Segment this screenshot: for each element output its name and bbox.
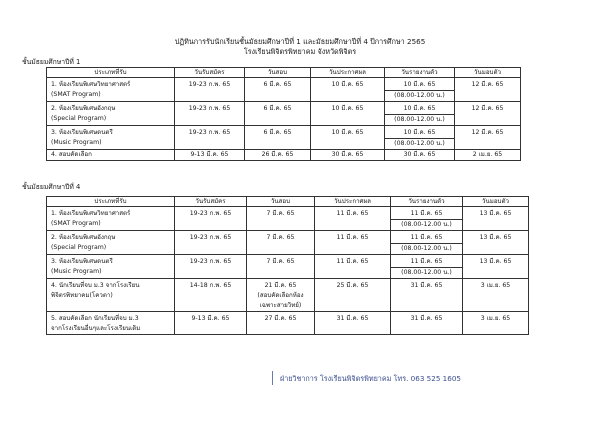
col-header-apply: วันรับสมัคร [175, 68, 245, 78]
exam-note: (สอบคัดเลือกห้อง [257, 292, 304, 299]
report-cell: 31 มี.ค. 65 [391, 279, 463, 312]
exam-cell: 6 มี.ค. 65 [245, 102, 311, 126]
type-subname: (Music Program) [51, 268, 102, 275]
type-cell [47, 279, 175, 312]
school-name: โรงเรียนพิจิตรพิทยาคม จังหวัดพิจิตร [243, 47, 357, 56]
enroll-cell: 2 เม.ย. 65 [455, 150, 521, 161]
announce-cell: 30 มี.ค. 65 [311, 150, 385, 161]
announce-cell: 25 มี.ค. 65 [315, 279, 391, 312]
table-row [47, 150, 521, 161]
table-header-row [47, 197, 529, 207]
enroll-cell: 12 มี.ค. 65 [455, 102, 521, 126]
col-header-exam: วันสอบ [245, 68, 311, 78]
col-header-type: ประเภทที่รับ [47, 197, 175, 207]
type-subname: (SMAT Program) [51, 91, 101, 98]
exam-cell: 27 มี.ค. 65 [247, 312, 315, 335]
exam-cell: 6 มี.ค. 65 [245, 126, 311, 150]
col-header-enroll: วันมอบตัว [455, 68, 521, 78]
col-header-announce: วันประกาศผล [315, 197, 391, 207]
enroll-cell: 13 มี.ค. 65 [463, 207, 529, 231]
type-name: 1. ห้องเรียนพิเศษวิทยาศาสตร์ [51, 81, 131, 88]
table-row [47, 279, 529, 312]
exam-note: เฉพาะสายวิทย์) [259, 302, 302, 309]
report-cell: 30 มี.ค. 65 [385, 150, 455, 161]
type-cell [47, 255, 175, 279]
announce-cell: 10 มี.ค. 65 [311, 78, 385, 102]
type-name: 3. ห้องเรียนพิเศษดนตรี [51, 258, 113, 265]
type-subname: (Special Program) [51, 244, 107, 251]
table-row [47, 102, 521, 126]
col-header-exam: วันสอบ [247, 197, 315, 207]
type-subname: (SMAT Program) [51, 220, 101, 227]
type-cell [47, 312, 175, 335]
table-row [47, 231, 529, 255]
col-header-announce: วันประกาศผล [311, 68, 385, 78]
enroll-cell: 12 มี.ค. 65 [455, 126, 521, 150]
type-name: 4. นักเรียนที่จบ ม.3 จากโรงเรียน [51, 282, 140, 289]
type-cell [47, 78, 175, 102]
document-title: ปฏิทินการรับนักเรียนชั้นมัธยมศึกษาปีที่ 1 และมัธยมศึกษาปีที่ 4 ปีการศึกษา 2565 [174, 37, 426, 46]
apply-cell: 19-23 ก.พ. 65 [175, 78, 245, 102]
col-header-enroll: วันมอบตัว [463, 197, 529, 207]
report-cell: 11 มี.ค. 65 (08.00-12.00 น.) [391, 207, 463, 231]
type-cell [47, 231, 175, 255]
apply-cell: 19-23 ก.พ. 65 [175, 207, 247, 231]
report-cell: 31 มี.ค. 65 [391, 312, 463, 335]
type-cell [47, 102, 175, 126]
apply-cell: 9-13 มี.ค. 65 [175, 150, 245, 161]
table-row [47, 126, 521, 150]
type-subname: (Special Program) [51, 115, 107, 122]
type-name: 2. ห้องเรียนพิเศษอังกฤษ [51, 105, 116, 112]
col-header-report: วันรายงานตัว [385, 68, 455, 78]
table-row [47, 207, 529, 231]
announce-cell: 11 มี.ค. 65 [315, 207, 391, 231]
footer-contact: ฝ่ายวิชาการ โรงเรียนพิจิตรพิทยาคม โทร. 063 525 1605 [280, 374, 461, 383]
apply-cell: 19-23 ก.พ. 65 [175, 102, 245, 126]
type-name: 3. ห้องเรียนพิเศษดนตรี [51, 129, 113, 136]
col-header-type: ประเภทที่รับ [47, 68, 175, 78]
type-cell [47, 150, 175, 161]
table-row [47, 78, 521, 102]
footer-divider [272, 371, 273, 385]
apply-cell: 19-23 ก.พ. 65 [175, 231, 247, 255]
announce-cell: 10 มี.ค. 65 [311, 102, 385, 126]
exam-cell: 21 มี.ค. 65 (สอบคัดเลือกห้อง เฉพาะสายวิทย์) [247, 279, 315, 312]
apply-cell: 9-13 มี.ค. 65 [175, 312, 247, 335]
report-cell: 10 มี.ค. 65 (08.00-12.00 น.) [385, 102, 455, 126]
section-heading-m4: ชั้นมัธยมศึกษาปีที่ 4 [22, 183, 81, 191]
report-cell: 10 มี.ค. 65 (08.00-12.00 น.) [385, 126, 455, 150]
apply-cell: 14-18 ก.พ. 65 [175, 279, 247, 312]
type-name: 5. สอบคัดเลือก นักเรียนที่จบ ม.3 [51, 315, 139, 322]
report-cell: 10 มี.ค. 65 (08.00-12.00 น.) [385, 78, 455, 102]
apply-cell: 19-23 ก.พ. 65 [175, 126, 245, 150]
apply-cell: 19-23 ก.พ. 65 [175, 255, 247, 279]
exam-cell: 26 มี.ค. 65 [245, 150, 311, 161]
enroll-cell: 13 มี.ค. 65 [463, 231, 529, 255]
table-header-row [47, 68, 521, 78]
exam-cell: 7 มี.ค. 65 [247, 207, 315, 231]
announce-cell: 10 มี.ค. 65 [311, 126, 385, 150]
type-subname: (Music Program) [51, 139, 102, 146]
exam-cell: 7 มี.ค. 65 [247, 255, 315, 279]
type-name: 1. ห้องเรียนพิเศษวิทยาศาสตร์ [51, 210, 131, 217]
enroll-cell: 12 มี.ค. 65 [455, 78, 521, 102]
type-name: 2. ห้องเรียนพิเศษอังกฤษ [51, 234, 116, 241]
exam-cell: 6 มี.ค. 65 [245, 78, 311, 102]
section-heading-m1: ชั้นมัธยมศึกษาปีที่ 1 [22, 58, 81, 66]
col-header-apply: วันรับสมัคร [175, 197, 247, 207]
announce-cell: 31 มี.ค. 65 [315, 312, 391, 335]
enroll-cell: 3 เม.ย. 65 [463, 312, 529, 335]
schedule-table-m4 [46, 196, 529, 335]
announce-cell: 11 มี.ค. 65 [315, 255, 391, 279]
schedule-table-m1 [46, 67, 521, 161]
enroll-cell: 3 เม.ย. 65 [463, 279, 529, 312]
type-name: 4. สอบคัดเลือก [51, 151, 92, 158]
report-cell: 11 มี.ค. 65 (08.00-12.00 น.) [391, 231, 463, 255]
col-header-report: วันรายงานตัว [391, 197, 463, 207]
table-row [47, 255, 529, 279]
type-cell [47, 126, 175, 150]
report-cell: 11 มี.ค. 65 (08.00-12.00 น.) [391, 255, 463, 279]
announce-cell: 11 มี.ค. 65 [315, 231, 391, 255]
type-cell [47, 207, 175, 231]
enroll-cell: 13 มี.ค. 65 [463, 255, 529, 279]
type-subname: จากโรงเรียนอื่นๆและโรงเรียนเดิม [51, 325, 141, 332]
table-row [47, 312, 529, 335]
type-subname: พิจิตรพิทยาคม(โควตา) [51, 292, 113, 299]
exam-cell: 7 มี.ค. 65 [247, 231, 315, 255]
